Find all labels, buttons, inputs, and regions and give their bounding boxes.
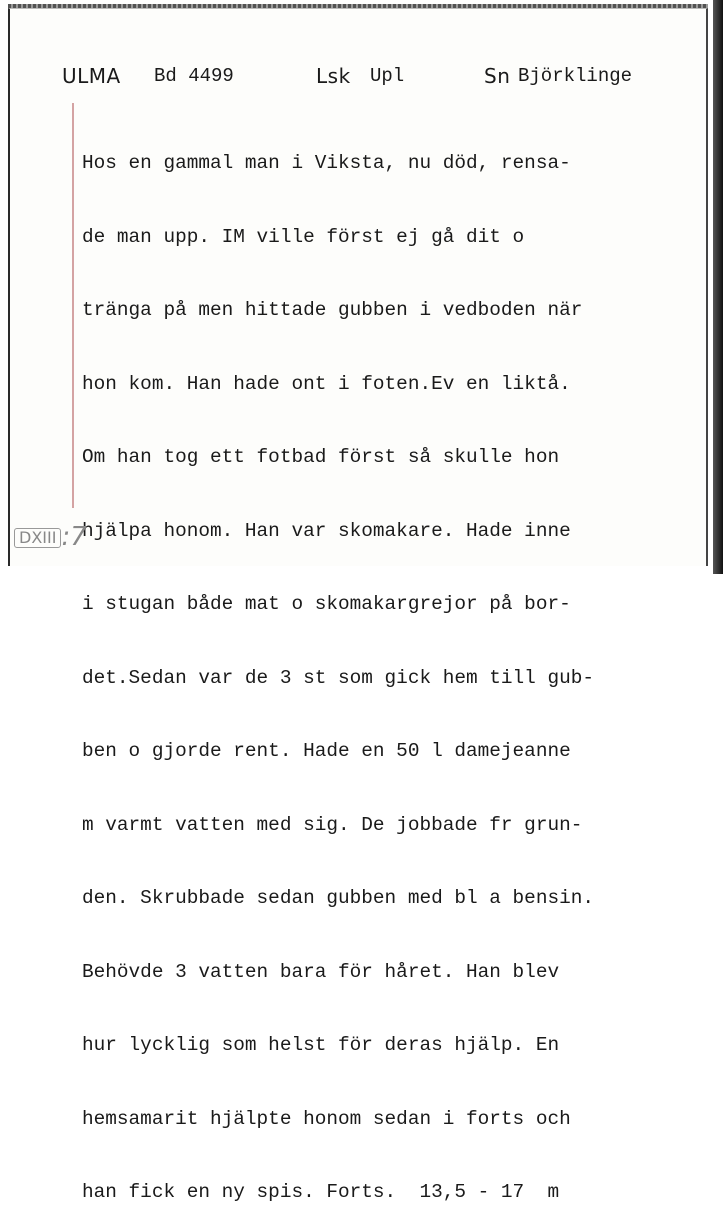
text-line: Om han tog ett fotbad först så skulle hon	[82, 446, 560, 468]
text-line: i stugan både mat o skomakargrejor på bor-	[82, 593, 571, 615]
text-line: han fick en ny spis. Forts. 13,5 - 17 m	[82, 1181, 560, 1203]
text-line: Hos en gammal man i Viksta, nu död, rensa-	[82, 152, 571, 174]
text-line: hur lycklig som helst för deras hjälp. En	[82, 1034, 560, 1056]
text-line: hon kom. Han hade ont i foten.Ev en liktå.	[82, 372, 571, 395]
text-line: de man upp. IM ville först ej gå dit o	[82, 225, 525, 248]
archive-stamp	[14, 522, 87, 552]
province-value: Upl	[370, 65, 405, 87]
text-line: tränga på men hittade gubben i vedboden när	[82, 299, 583, 321]
stamp-suffix: :7	[61, 522, 87, 552]
province-label: Lsk	[316, 64, 351, 88]
archive-value: Bd 4499	[154, 65, 234, 87]
stamp-box-text: DXIII	[14, 528, 61, 548]
card-header	[62, 64, 682, 92]
record-text	[82, 102, 692, 1229]
text-line: hemsamarit hjälpte honom sedan i forts och	[82, 1107, 571, 1130]
scan-edge-shadow	[713, 0, 723, 574]
text-line: hjälpa honom. Han var skomakare. Hade inne	[82, 519, 571, 542]
parish-label: Sn	[484, 64, 511, 88]
text-line: Behövde 3 vatten bara för håret. Han blev	[82, 960, 560, 983]
parish-value: Björklinge	[518, 65, 633, 87]
text-line: det.Sedan var de 3 st som gick hem till gub-	[82, 666, 594, 689]
archive-label: ULMA	[62, 64, 121, 88]
text-line: m varmt vatten med sig. De jobbade fr grun-	[82, 813, 583, 836]
text-line: den. Skrubbade sedan gubben med bl a bensin.	[82, 887, 594, 909]
margin-rule	[72, 103, 74, 508]
text-line: ben o gjorde rent. Hade en 50 l damejeanne	[82, 740, 571, 762]
